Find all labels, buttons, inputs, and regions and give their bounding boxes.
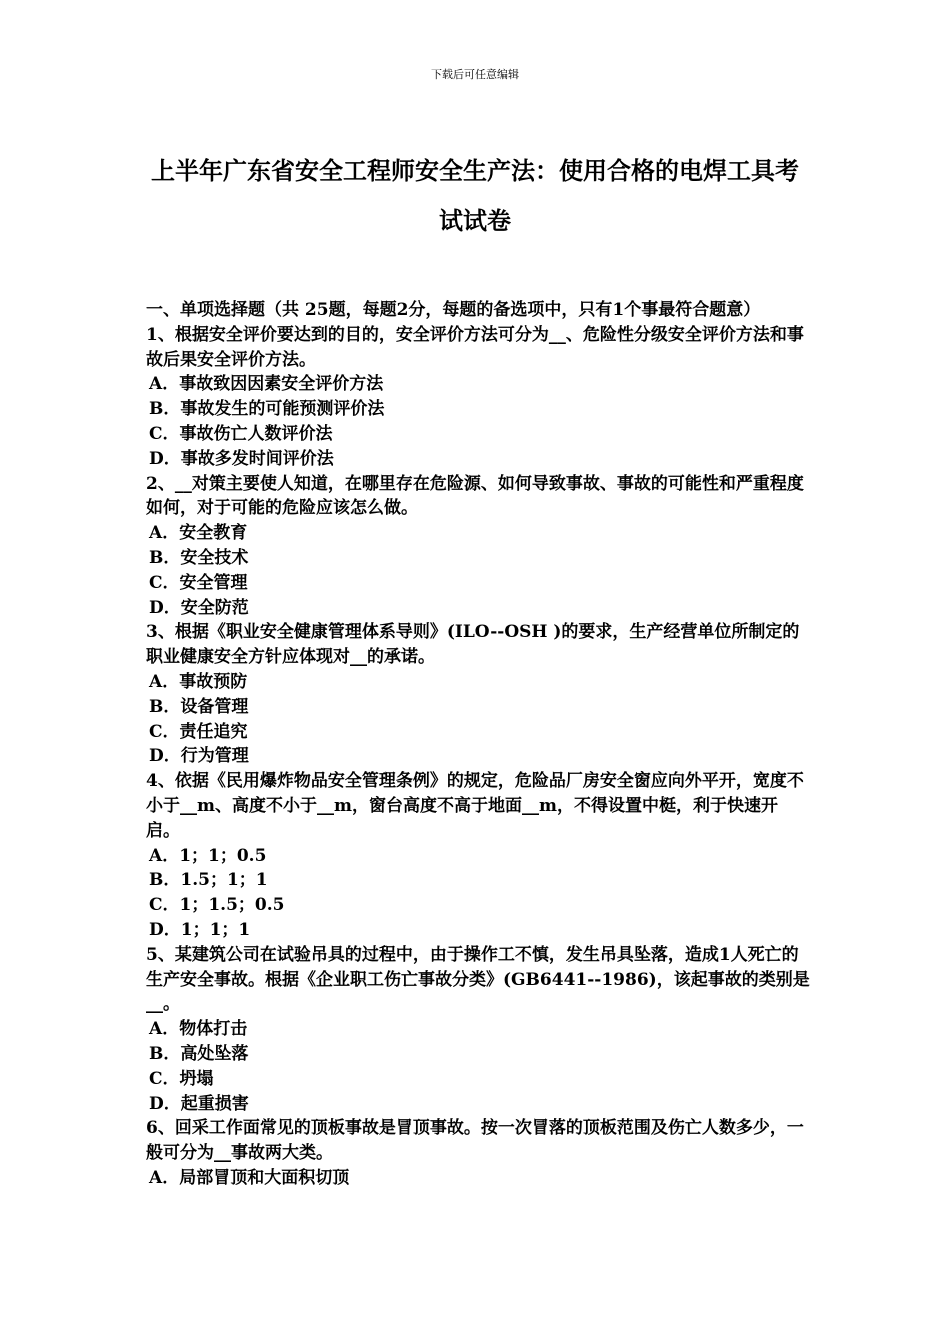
question-stem: 2、__对策主要使人知道，在哪里存在危险源、如何导致事故、事故的可能性和严重程度如何，对于可能的危险应该怎么做。 (146, 473, 804, 519)
question-stem: 5、某建筑公司在试验吊具的过程中，由于操作工不慎，发生吊具坠落，造成1人死亡的生产安全事故。根据《企业职工伤亡事故分类》(GB6441--1986)，该起事故的类别是__。 (146, 944, 810, 1015)
option-d: D．安全防范 (149, 597, 249, 618)
option-a: A．事故预防 (149, 671, 248, 692)
option-b: B．设备管理 (149, 696, 249, 717)
option-c: C．责任追究 (149, 721, 248, 742)
document-title: 上半年广东省安全工程师安全生产法：使用合格的电焊工具考试试卷 (151, 156, 799, 235)
section-heading: 一、单项选择题（共 25题，每题2分，每题的备选项中，只有1个事最符合题意） (146, 300, 761, 320)
header-note: 下载后可任意编辑 (431, 68, 519, 81)
question-stem: 1、根据安全评价要达到的目的，安全评价方法可分为__、危险性分级安全评价方法和事故后果安全评价方法。 (146, 324, 804, 370)
option-d: D．事故多发时间评价法 (149, 448, 334, 469)
option-a: A．物体打击 (149, 1019, 248, 1040)
option-d: D．1；1；1 (149, 919, 251, 940)
option-a: A．1；1；0.5 (149, 845, 267, 866)
option-c: C．坍塌 (149, 1068, 214, 1089)
question-4 (146, 769, 810, 943)
question-stem: 6、回采工作面常见的顶板事故是冒顶事故。按一次冒落的顶板范围及伤亡人数多少，一般可分为__事故两大类。 (146, 1118, 804, 1164)
option-b: B．事故发生的可能预测评价法 (149, 399, 385, 420)
question-2 (146, 472, 810, 621)
question-5 (146, 943, 810, 1117)
question-6 (146, 1116, 810, 1190)
question-3 (146, 620, 810, 769)
option-a: A．安全教育 (149, 523, 248, 544)
question-stem: 3、根据《职业安全健康管理体系导则》(ILO--OSH )的要求，生产经营单位所制定的职业健康安全方针应体现对__的承诺。 (146, 622, 800, 668)
option-c: C．1；1.5；0.5 (149, 895, 285, 916)
option-c: C．事故伤亡人数评价法 (149, 423, 333, 444)
exam-body (146, 298, 810, 1191)
question-stem: 4、依据《民用爆炸物品安全管理条例》的规定，危险品厂房安全窗应向外平开，宽度不小于__m、高度不小于__m，窗台高度不高于地面__m，不得设置中梃，利于快速开启。 (146, 771, 804, 841)
option-a: A．局部冒顶和大面积切顶 (149, 1167, 350, 1188)
option-a: A．事故致因因素安全评价方法 (149, 374, 384, 395)
option-b: B．安全技术 (149, 547, 249, 568)
option-b: B．1.5；1；1 (149, 870, 268, 891)
option-c: C．安全管理 (149, 572, 248, 593)
question-1 (146, 323, 810, 472)
option-d: D．行为管理 (149, 746, 249, 767)
option-d: D．起重损害 (149, 1093, 249, 1114)
option-b: B．高处坠落 (149, 1043, 249, 1064)
